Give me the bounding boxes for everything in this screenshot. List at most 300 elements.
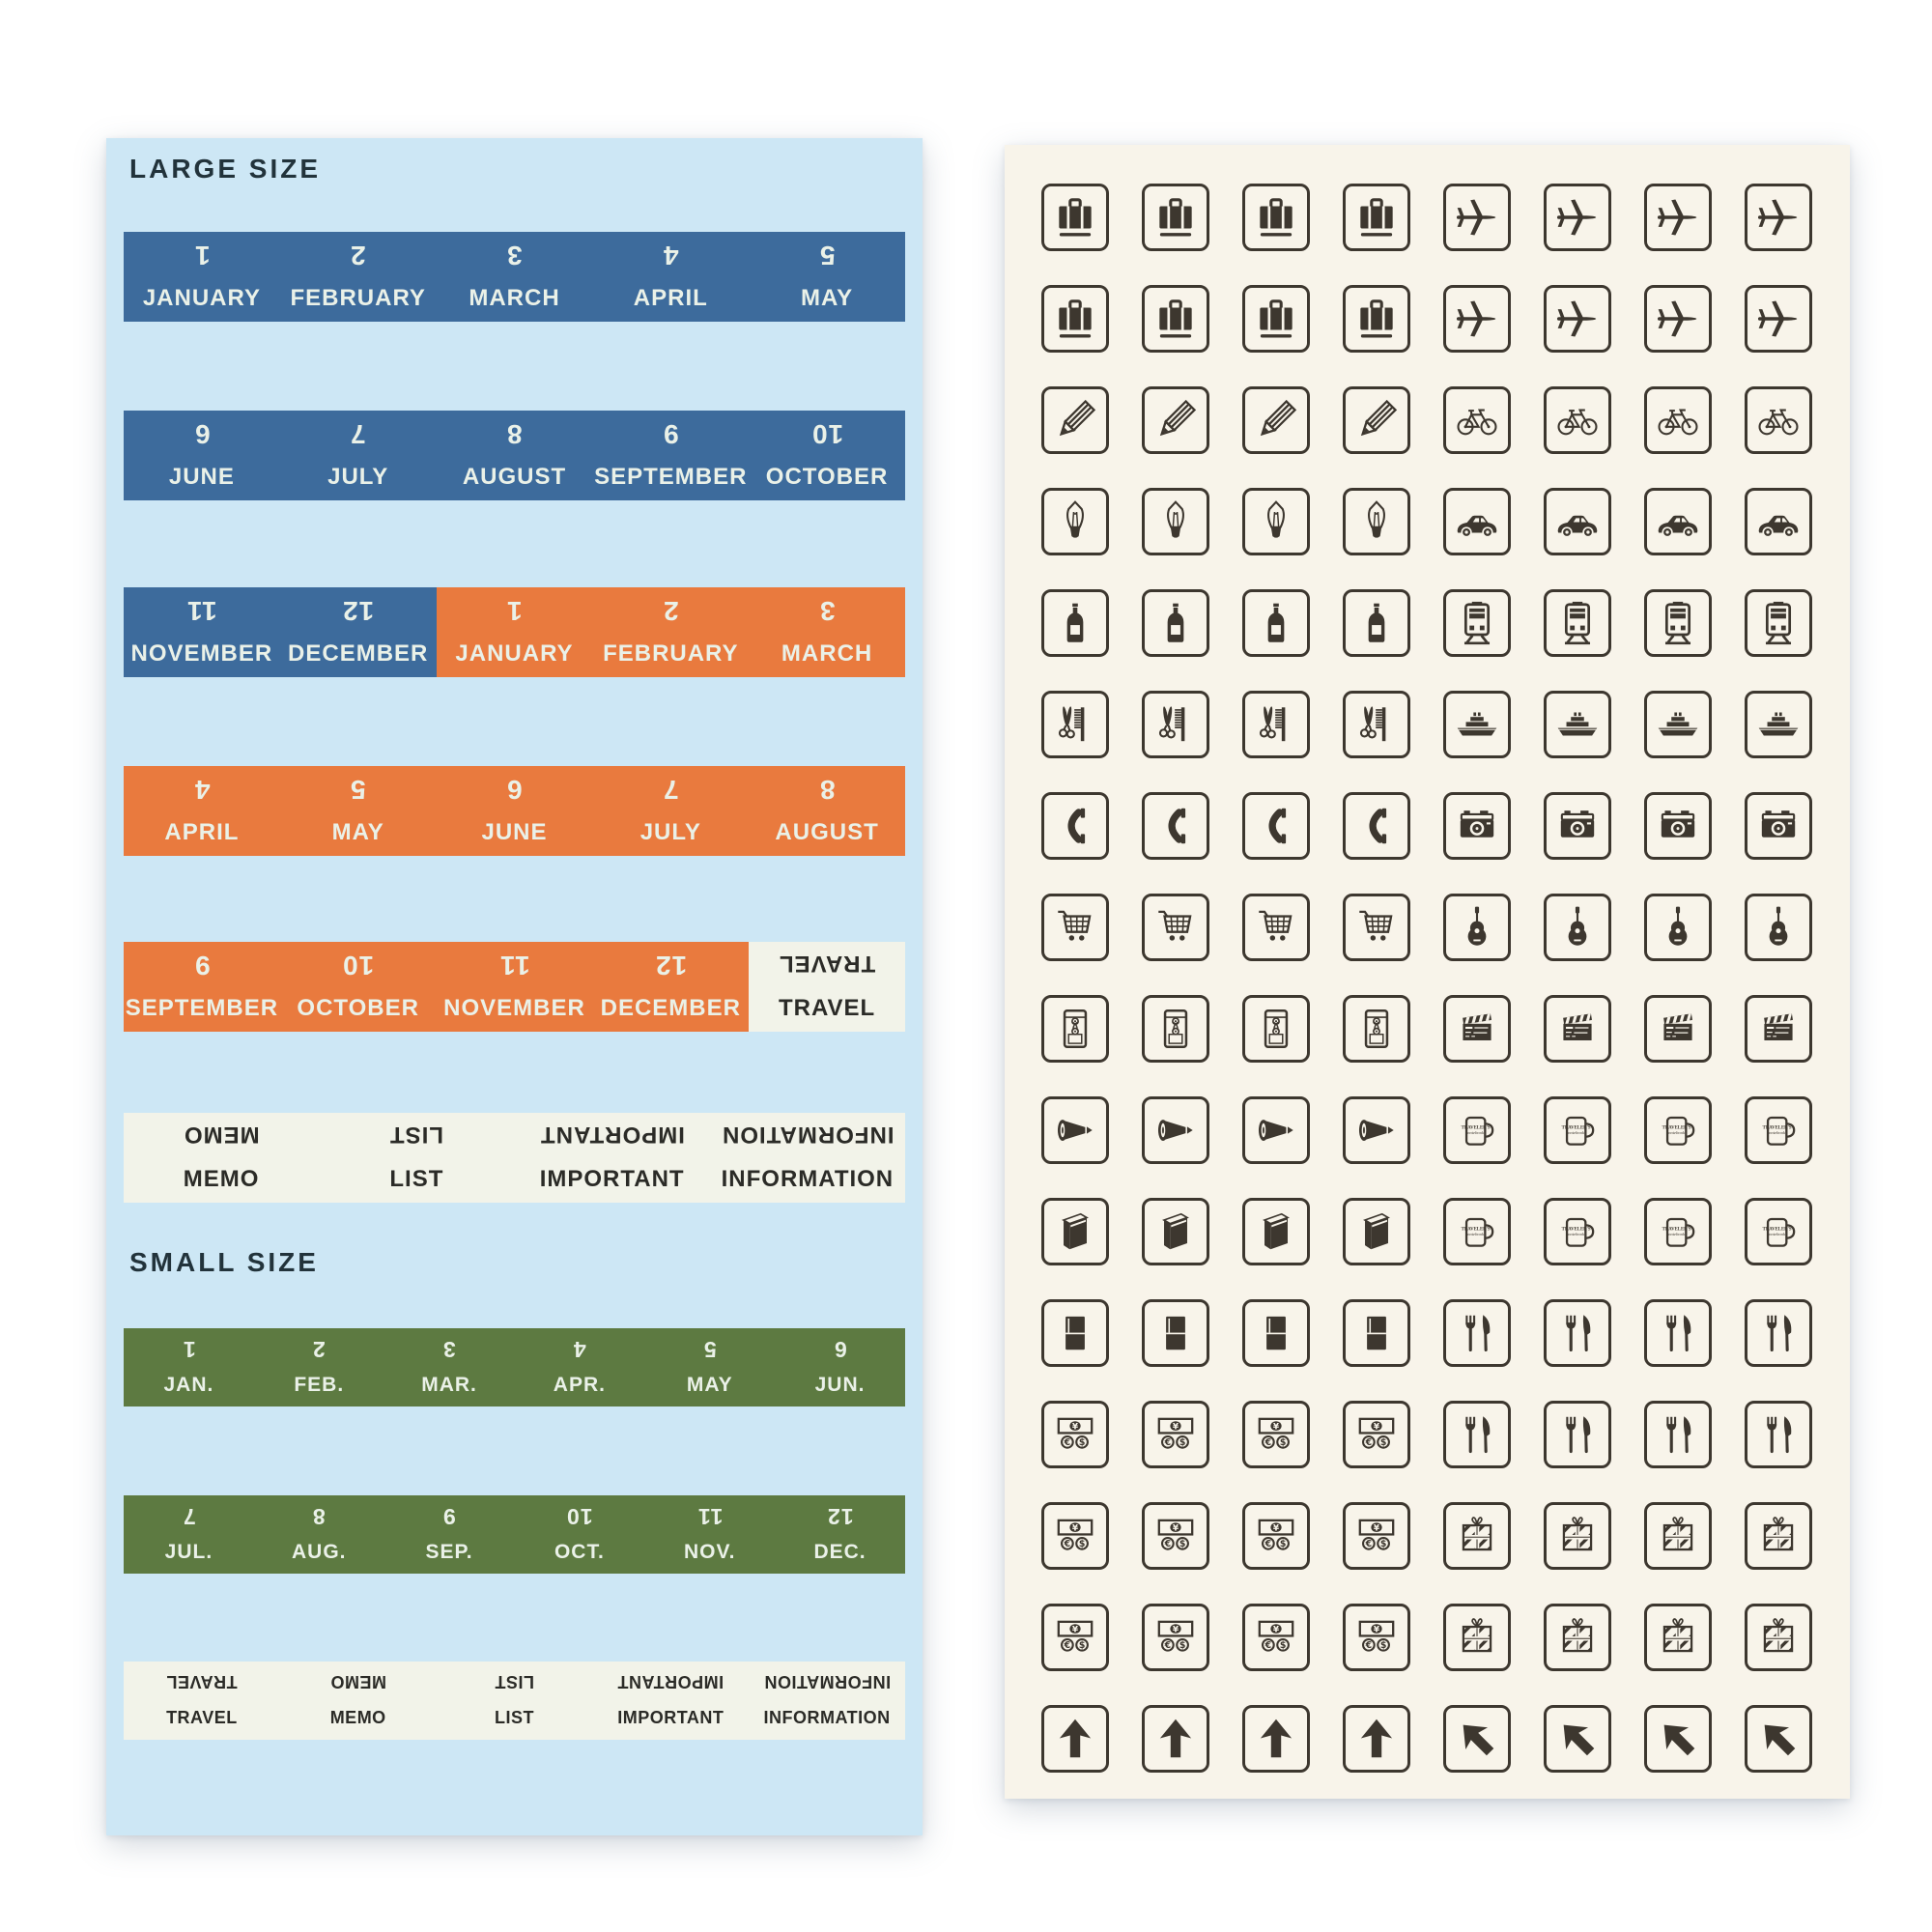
sticker-refrigerator xyxy=(1242,1299,1310,1367)
month-number-flipped: 4 xyxy=(573,1337,586,1362)
label-sticker-travel xyxy=(124,1662,280,1740)
sticker-arrow-up xyxy=(1242,1705,1310,1773)
month-sticker-may xyxy=(644,1328,775,1406)
month-label: SEPTEMBER xyxy=(125,995,279,1021)
sticker-cart xyxy=(1242,894,1310,961)
sticker-cart xyxy=(1142,894,1209,961)
sticker-horn xyxy=(1041,1096,1109,1164)
month-sticker-oct xyxy=(514,1495,644,1574)
ship-icon xyxy=(1553,700,1602,749)
sticker-airplane xyxy=(1544,184,1611,251)
gift-icon xyxy=(1453,1613,1501,1662)
bicycle-icon xyxy=(1654,396,1702,444)
book-icon xyxy=(1151,1208,1200,1256)
ship-icon xyxy=(1453,700,1501,749)
scissors-comb-icon xyxy=(1151,700,1200,749)
money-icon xyxy=(1151,1613,1200,1662)
svg-text:$: $ xyxy=(1279,1539,1287,1550)
month-sticker-march xyxy=(749,587,905,677)
sticker-fork-knife xyxy=(1443,1299,1511,1367)
sticker-strip xyxy=(124,411,905,500)
sticker-airplane xyxy=(1745,184,1812,251)
sticker-horn xyxy=(1242,1096,1310,1164)
mug-icon xyxy=(1654,1208,1702,1256)
airplane-icon xyxy=(1754,295,1803,343)
sticker-strip xyxy=(124,1495,905,1574)
sticker-mug xyxy=(1745,1096,1812,1164)
lightbulb-icon xyxy=(1151,497,1200,546)
money-icon xyxy=(1051,1613,1099,1662)
label-sticker-list xyxy=(319,1113,514,1203)
bicycle-icon xyxy=(1453,396,1501,444)
sticker-suitcase xyxy=(1142,184,1209,251)
mug-icon xyxy=(1654,1106,1702,1154)
label-upright: LIST xyxy=(389,1166,444,1192)
month-sticker-august xyxy=(437,411,593,500)
svg-text:$: $ xyxy=(1279,1437,1287,1449)
scissors-comb-icon xyxy=(1051,700,1099,749)
label-sticker-list xyxy=(437,1662,593,1740)
month-number-flipped: 7 xyxy=(663,775,679,805)
sticker-car xyxy=(1443,488,1511,555)
fork-knife-icon xyxy=(1654,1309,1702,1357)
month-sticker-nov xyxy=(644,1495,775,1574)
sticker-car xyxy=(1644,488,1712,555)
label-flipped: LIST xyxy=(494,1672,534,1691)
month-sticker-august xyxy=(749,766,905,856)
camera-icon xyxy=(1453,802,1501,850)
guitar-icon xyxy=(1453,903,1501,952)
refrigerator-icon xyxy=(1352,1309,1401,1357)
sticker-airplane xyxy=(1644,285,1712,353)
month-label: DECEMBER xyxy=(600,995,741,1021)
month-number-flipped: 9 xyxy=(193,951,211,980)
month-number-flipped: 1 xyxy=(193,241,211,270)
month-number-flipped: 7 xyxy=(350,419,366,449)
month-sticker-jul xyxy=(124,1495,254,1574)
sticker-suitcase xyxy=(1041,184,1109,251)
airplane-icon xyxy=(1654,295,1702,343)
sticker-lightbulb xyxy=(1041,488,1109,555)
svg-text:¥: ¥ xyxy=(1172,1422,1179,1433)
svg-text:¥: ¥ xyxy=(1071,1523,1079,1534)
sticker-camera xyxy=(1644,792,1712,860)
month-label: OCTOBER xyxy=(765,464,889,490)
money-icon xyxy=(1252,1512,1300,1560)
clapperboard-icon xyxy=(1553,1005,1602,1053)
month-sticker-march xyxy=(437,232,593,322)
month-number-flipped: 10 xyxy=(810,419,843,449)
svg-text:¥: ¥ xyxy=(1071,1625,1079,1635)
label-flipped: TRAVEL xyxy=(166,1672,238,1691)
sticker-suitcase xyxy=(1242,285,1310,353)
sticker-mug xyxy=(1544,1096,1611,1164)
cart-icon xyxy=(1252,903,1300,952)
label-upright: TRAVEL xyxy=(166,1708,238,1727)
month-sticker-december xyxy=(280,587,437,677)
bottle-icon xyxy=(1252,599,1300,647)
sticker-mug xyxy=(1644,1198,1712,1265)
gift-icon xyxy=(1754,1613,1803,1662)
month-sticker-november xyxy=(437,942,593,1032)
arrow-up-icon xyxy=(1352,1715,1401,1763)
money-icon xyxy=(1352,1512,1401,1560)
money-icon xyxy=(1151,1410,1200,1459)
sticker-arrow-diagonal xyxy=(1544,1705,1611,1773)
svg-text:€: € xyxy=(1365,1640,1373,1652)
sticker-gift xyxy=(1745,1604,1812,1671)
month-number-flipped: 6 xyxy=(193,419,211,449)
month-number-flipped: 5 xyxy=(818,241,836,270)
sticker-camera xyxy=(1443,792,1511,860)
svg-text:€: € xyxy=(1164,1437,1172,1449)
sticker-mug xyxy=(1745,1198,1812,1265)
svg-text:€: € xyxy=(1264,1640,1272,1652)
label-flipped: INFORMATION xyxy=(763,1672,891,1691)
svg-text:TRAVELER'S: TRAVELER'S xyxy=(1762,1125,1792,1131)
month-number-flipped: 5 xyxy=(350,775,366,805)
mug-icon xyxy=(1754,1208,1803,1256)
month-number-flipped: 8 xyxy=(312,1504,327,1529)
month-label: JULY xyxy=(639,819,701,845)
svg-text:notebook: notebook xyxy=(1568,1130,1585,1136)
fork-knife-icon xyxy=(1754,1410,1803,1459)
sticker-suitcase xyxy=(1142,285,1209,353)
sticker-book xyxy=(1242,1198,1310,1265)
sticker-ship xyxy=(1644,691,1712,758)
arrow-up-icon xyxy=(1151,1715,1200,1763)
sticker-bottle xyxy=(1142,589,1209,657)
svg-text:TRAVELER'S: TRAVELER'S xyxy=(1662,1227,1691,1233)
month-number-flipped: 1 xyxy=(506,596,523,626)
arrow-diagonal-icon xyxy=(1453,1715,1501,1763)
sticker-guitar xyxy=(1644,894,1712,961)
label-sticker-memo xyxy=(124,1113,319,1203)
sticker-ship xyxy=(1544,691,1611,758)
month-label: NOVEMBER xyxy=(443,995,585,1021)
sticker-phone xyxy=(1242,792,1310,860)
sticker-gift xyxy=(1644,1604,1712,1671)
ship-icon xyxy=(1754,700,1803,749)
label-sticker-important xyxy=(515,1113,710,1203)
month-label: JUNE xyxy=(168,464,235,490)
scissors-comb-icon xyxy=(1252,700,1300,749)
sticker-airplane xyxy=(1644,184,1712,251)
label-upright: LIST xyxy=(494,1708,534,1727)
sticker-scissors-comb xyxy=(1343,691,1410,758)
svg-text:€: € xyxy=(1064,1640,1071,1652)
sticker-gift xyxy=(1745,1502,1812,1570)
month-number-flipped: 3 xyxy=(506,241,523,270)
sticker-gift xyxy=(1443,1502,1511,1570)
sticker-money xyxy=(1343,1401,1410,1468)
suitcase-icon xyxy=(1151,193,1200,242)
sticker-money xyxy=(1242,1401,1310,1468)
sticker-strip xyxy=(124,587,905,677)
sticker-arrow-diagonal xyxy=(1443,1705,1511,1773)
sticker-refrigerator xyxy=(1343,1299,1410,1367)
camera-icon xyxy=(1754,802,1803,850)
suitcase-icon xyxy=(1352,295,1401,343)
car-icon xyxy=(1754,497,1803,546)
svg-text:$: $ xyxy=(1078,1437,1086,1449)
sticker-scissors-comb xyxy=(1142,691,1209,758)
sticker-suitcase xyxy=(1041,285,1109,353)
sticker-pencil xyxy=(1242,386,1310,454)
sticker-train xyxy=(1745,589,1812,657)
svg-text:¥: ¥ xyxy=(1272,1523,1280,1534)
svg-text:TRAVELER'S: TRAVELER'S xyxy=(1461,1227,1491,1233)
svg-text:notebook: notebook xyxy=(1568,1232,1585,1237)
pencil-icon xyxy=(1352,396,1401,444)
month-label: AUG. xyxy=(291,1541,347,1563)
sticker-guitar xyxy=(1544,894,1611,961)
svg-text:$: $ xyxy=(1179,1539,1186,1550)
month-number-flipped: 12 xyxy=(826,1504,854,1529)
label-flipped: LIST xyxy=(389,1122,444,1148)
sticker-camera xyxy=(1544,792,1611,860)
svg-text:notebook: notebook xyxy=(1467,1232,1485,1237)
label-upright: MEMO xyxy=(329,1708,386,1727)
money-icon xyxy=(1352,1410,1401,1459)
suitcase-icon xyxy=(1252,193,1300,242)
sticker-train xyxy=(1443,589,1511,657)
cart-icon xyxy=(1051,903,1099,952)
sticker-arrow-up xyxy=(1343,1705,1410,1773)
svg-text:¥: ¥ xyxy=(1071,1422,1079,1433)
icon-sticker-sheet xyxy=(1005,145,1850,1799)
sticker-strip xyxy=(124,1113,905,1203)
month-number-flipped: 10 xyxy=(566,1504,593,1529)
month-label: DEC. xyxy=(813,1541,867,1563)
sticker-gift xyxy=(1544,1604,1611,1671)
month-label: APRIL xyxy=(164,819,240,845)
month-sticker-jun xyxy=(775,1328,905,1406)
suitcase-icon xyxy=(1352,193,1401,242)
month-sticker-february xyxy=(592,587,749,677)
month-sticker-january xyxy=(124,232,280,322)
label-upright: TRAVEL xyxy=(778,995,876,1021)
refrigerator-icon xyxy=(1151,1309,1200,1357)
sticker-money xyxy=(1142,1401,1209,1468)
gift-icon xyxy=(1553,1613,1602,1662)
sticker-bottle xyxy=(1343,589,1410,657)
sticker-arrow-up xyxy=(1142,1705,1209,1773)
month-number-flipped: 2 xyxy=(312,1337,327,1362)
envelope-icon xyxy=(1151,1005,1200,1053)
money-icon xyxy=(1051,1410,1099,1459)
month-label: JAN. xyxy=(163,1374,214,1396)
sticker-car xyxy=(1544,488,1611,555)
month-number-flipped: 11 xyxy=(696,1504,723,1529)
month-label: MAY xyxy=(801,285,854,311)
svg-text:TRAVELER'S: TRAVELER'S xyxy=(1762,1227,1792,1233)
car-icon xyxy=(1453,497,1501,546)
svg-text:TRAVELER'S: TRAVELER'S xyxy=(1461,1125,1491,1131)
month-label: FEBRUARY xyxy=(290,285,426,311)
label-flipped: IMPORTANT xyxy=(539,1122,685,1148)
svg-text:€: € xyxy=(1064,1539,1071,1550)
month-number-flipped: 9 xyxy=(663,419,679,449)
bottle-icon xyxy=(1051,599,1099,647)
guitar-icon xyxy=(1553,903,1602,952)
month-label: MARCH xyxy=(469,285,560,311)
sticker-train xyxy=(1644,589,1712,657)
month-sticker-jan xyxy=(124,1328,254,1406)
month-label: MAY xyxy=(331,819,384,845)
sticker-book xyxy=(1343,1198,1410,1265)
month-number-flipped: 12 xyxy=(654,951,687,980)
svg-text:€: € xyxy=(1365,1437,1373,1449)
month-number-flipped: 6 xyxy=(506,775,523,805)
book-icon xyxy=(1252,1208,1300,1256)
month-label: APRIL xyxy=(633,285,708,311)
horn-icon xyxy=(1051,1106,1099,1154)
gift-icon xyxy=(1754,1512,1803,1560)
svg-text:¥: ¥ xyxy=(1172,1625,1179,1635)
airplane-icon xyxy=(1654,193,1702,242)
svg-text:$: $ xyxy=(1078,1640,1086,1652)
sticker-fork-knife xyxy=(1644,1401,1712,1468)
money-icon xyxy=(1151,1512,1200,1560)
sticker-mug xyxy=(1544,1198,1611,1265)
label-sticker-memo xyxy=(280,1662,437,1740)
label-upright: MEMO xyxy=(183,1166,260,1192)
fork-knife-icon xyxy=(1453,1410,1501,1459)
sticker-cart xyxy=(1041,894,1109,961)
label-sticker-information xyxy=(749,1662,905,1740)
svg-text:¥: ¥ xyxy=(1373,1422,1380,1433)
sticker-strip xyxy=(124,1328,905,1406)
month-label: JUN. xyxy=(814,1374,866,1396)
ship-icon xyxy=(1654,700,1702,749)
scissors-comb-icon xyxy=(1352,700,1401,749)
camera-icon xyxy=(1654,802,1702,850)
label-sticker-important xyxy=(592,1662,749,1740)
sticker-airplane xyxy=(1544,285,1611,353)
sticker-mug xyxy=(1644,1096,1712,1164)
svg-text:$: $ xyxy=(1078,1539,1086,1550)
sticker-mug xyxy=(1443,1198,1511,1265)
sticker-pencil xyxy=(1041,386,1109,454)
month-number-flipped: 3 xyxy=(818,596,836,626)
month-label: MARCH xyxy=(781,640,873,667)
sticker-refrigerator xyxy=(1142,1299,1209,1367)
mug-icon xyxy=(1453,1106,1501,1154)
sticker-pencil xyxy=(1343,386,1410,454)
month-sticker-april xyxy=(592,232,749,322)
sticker-suitcase xyxy=(1343,184,1410,251)
lightbulb-icon xyxy=(1051,497,1099,546)
bicycle-icon xyxy=(1553,396,1602,444)
gift-icon xyxy=(1654,1512,1702,1560)
month-sticker-mar xyxy=(384,1328,515,1406)
sticker-bottle xyxy=(1041,589,1109,657)
sticker-fork-knife xyxy=(1443,1401,1511,1468)
gift-icon xyxy=(1654,1613,1702,1662)
sticker-horn xyxy=(1142,1096,1209,1164)
envelope-icon xyxy=(1252,1005,1300,1053)
label-sticker-information xyxy=(710,1113,905,1203)
svg-text:¥: ¥ xyxy=(1272,1625,1280,1635)
sticker-lightbulb xyxy=(1343,488,1410,555)
money-icon xyxy=(1352,1613,1401,1662)
svg-text:TRAVELER'S: TRAVELER'S xyxy=(1561,1227,1591,1233)
clapperboard-icon xyxy=(1654,1005,1702,1053)
sticker-fork-knife xyxy=(1745,1401,1812,1468)
airplane-icon xyxy=(1453,295,1501,343)
sticker-ship xyxy=(1745,691,1812,758)
sticker-money xyxy=(1041,1502,1109,1570)
month-sticker-june xyxy=(124,411,280,500)
fork-knife-icon xyxy=(1553,1410,1602,1459)
svg-text:$: $ xyxy=(1379,1539,1387,1550)
arrow-diagonal-icon xyxy=(1754,1715,1803,1763)
sticker-bicycle xyxy=(1745,386,1812,454)
sticker-money xyxy=(1242,1604,1310,1671)
sticker-clapperboard xyxy=(1644,995,1712,1063)
month-label: MAR. xyxy=(421,1374,477,1396)
label-flipped: INFORMATION xyxy=(721,1122,895,1148)
sticker-refrigerator xyxy=(1041,1299,1109,1367)
lightbulb-icon xyxy=(1252,497,1300,546)
sticker-gift xyxy=(1644,1502,1712,1570)
sticker-ship xyxy=(1443,691,1511,758)
phone-icon xyxy=(1051,802,1099,850)
month-number-flipped: 2 xyxy=(663,596,679,626)
svg-text:$: $ xyxy=(1179,1640,1186,1652)
sticker-clapperboard xyxy=(1443,995,1511,1063)
arrow-diagonal-icon xyxy=(1654,1715,1702,1763)
sticker-money xyxy=(1142,1502,1209,1570)
sticker-phone xyxy=(1041,792,1109,860)
mug-icon xyxy=(1553,1106,1602,1154)
sticker-guitar xyxy=(1443,894,1511,961)
label-upright: INFORMATION xyxy=(763,1708,891,1727)
sticker-bicycle xyxy=(1544,386,1611,454)
small-size-heading: SMALL SIZE xyxy=(129,1247,319,1277)
sticker-train xyxy=(1544,589,1611,657)
month-sticker-apr xyxy=(514,1328,644,1406)
sticker-book xyxy=(1142,1198,1209,1265)
pencil-icon xyxy=(1252,396,1300,444)
month-sticker-feb xyxy=(254,1328,384,1406)
month-label: AUGUST xyxy=(775,819,879,845)
fork-knife-icon xyxy=(1754,1309,1803,1357)
sticker-envelope xyxy=(1242,995,1310,1063)
sticker-airplane xyxy=(1443,184,1511,251)
sticker-lightbulb xyxy=(1242,488,1310,555)
refrigerator-icon xyxy=(1051,1309,1099,1357)
month-label: JULY xyxy=(327,464,389,490)
arrow-up-icon xyxy=(1252,1715,1300,1763)
airplane-icon xyxy=(1553,295,1602,343)
month-label: APR. xyxy=(553,1374,606,1396)
suitcase-icon xyxy=(1051,193,1099,242)
calendar-sticker-sheet xyxy=(106,138,923,1835)
refrigerator-icon xyxy=(1252,1309,1300,1357)
svg-text:€: € xyxy=(1164,1539,1172,1550)
month-label: NOVEMBER xyxy=(130,640,273,667)
month-label: OCTOBER xyxy=(297,995,419,1021)
sticker-lightbulb xyxy=(1142,488,1209,555)
label-flipped: IMPORTANT xyxy=(617,1672,724,1691)
sticker-strip xyxy=(124,1662,905,1740)
sticker-suitcase xyxy=(1242,184,1310,251)
sticker-camera xyxy=(1745,792,1812,860)
sticker-airplane xyxy=(1443,285,1511,353)
month-number-flipped: 11 xyxy=(498,951,530,980)
